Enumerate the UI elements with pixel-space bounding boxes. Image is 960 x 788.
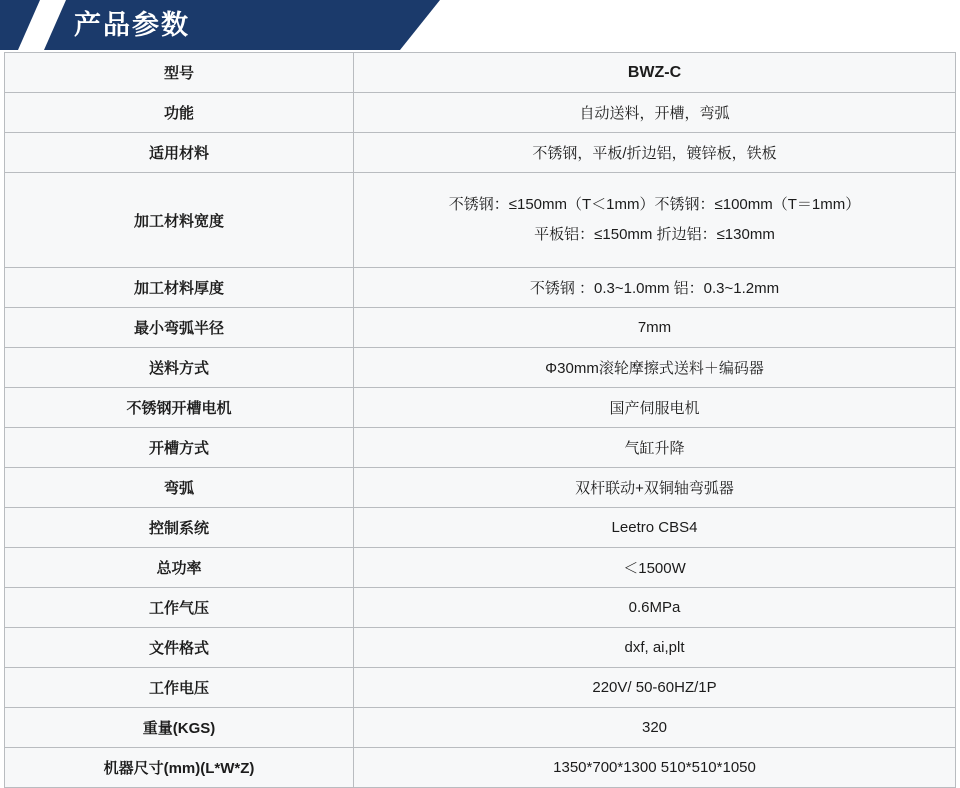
page-title: 产品参数 [74,10,190,40]
row-value-line: 平板铝：≤150mm 折边铝：≤130mm [534,226,775,243]
row-value: 国产伺服电机 [354,388,956,428]
table-row [5,668,956,708]
table-row [5,133,956,173]
table-row [5,468,956,508]
row-value: 双杆联动+双铜轴弯弧器 [354,468,956,508]
row-label: 工作气压 [5,588,354,628]
page-banner [0,0,960,52]
row-label: 不锈钢开槽电机 [5,388,354,428]
row-value: ＜1500W [354,548,956,588]
row-label: 功能 [5,93,354,133]
row-label: 送料方式 [5,348,354,388]
row-value: 自动送料，开槽，弯弧 [354,93,956,133]
row-label: 加工材料宽度 [5,173,354,268]
banner-background-shape [0,0,440,50]
row-label: 重量(KGS) [5,708,354,748]
table-row [5,308,956,348]
row-label: 文件格式 [5,628,354,668]
row-label: 开槽方式 [5,428,354,468]
row-value: 220V/ 50-60HZ/1P [354,668,956,708]
table-row [5,173,956,268]
table-row [5,93,956,133]
table-row [5,548,956,588]
row-label: 型号 [5,53,354,93]
row-value: 320 [354,708,956,748]
table-row [5,348,956,388]
table-row [5,588,956,628]
row-label: 工作电压 [5,668,354,708]
row-label: 适用材料 [5,133,354,173]
row-value: 0.6MPa [354,588,956,628]
row-label: 机器尺寸(mm)(L*W*Z) [5,748,354,788]
row-value: 气缸升降 [354,428,956,468]
table-row [5,508,956,548]
row-value: 1350*700*1300 510*510*1050 [354,748,956,788]
specification-table-body [5,53,956,788]
row-value-line: 不锈钢：≤150mm（T＜1mm）不锈钢：≤100mm（T＝1mm） [448,196,861,213]
row-label: 加工材料厚度 [5,268,354,308]
row-value: 不锈钢，平板/折边铝，镀锌板，铁板 [354,133,956,173]
table-row [5,388,956,428]
table-row [5,268,956,308]
row-label: 控制系统 [5,508,354,548]
row-value: Φ30mm滚轮摩擦式送料＋编码器 [354,348,956,388]
row-value: 7mm [354,308,956,348]
row-value: Leetro CBS4 [354,508,956,548]
row-label: 弯弧 [5,468,354,508]
table-row [5,748,956,788]
row-value: dxf, ai,plt [354,628,956,668]
row-label: 最小弯弧半径 [5,308,354,348]
specification-table [4,52,956,788]
table-row [5,53,956,93]
table-row [5,428,956,468]
row-value [354,173,956,268]
table-row [5,708,956,748]
row-value: 不锈钢 ：0.3~1.0mm 铝：0.3~1.2mm [354,268,956,308]
table-row [5,628,956,668]
row-label: 总功率 [5,548,354,588]
row-value: BWZ-C [354,53,956,93]
